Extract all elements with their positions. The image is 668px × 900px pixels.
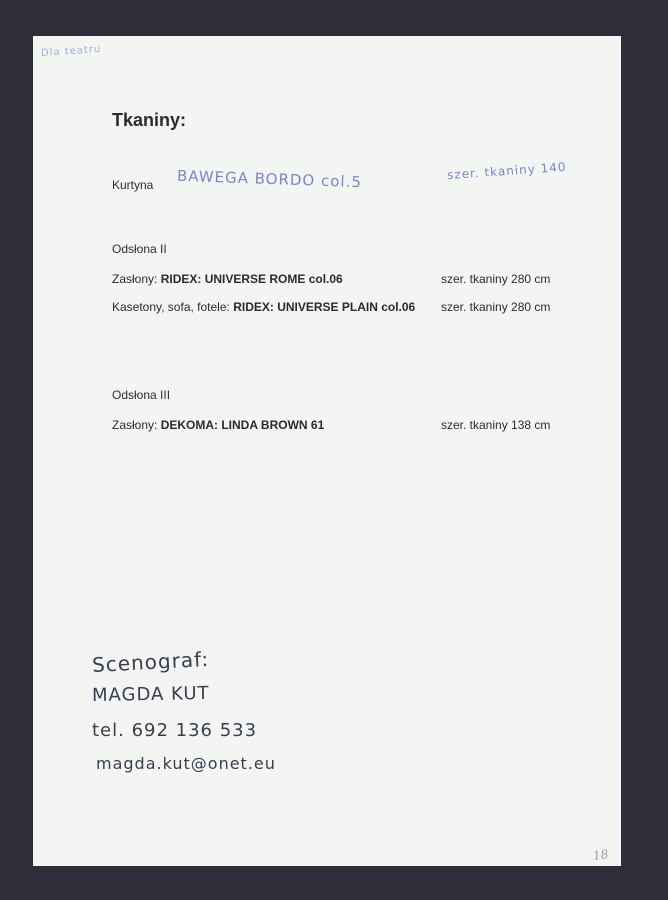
signature-name: MAGDA KUT [91, 682, 210, 707]
odslona-3-row-1-width: szer. tkaniny 138 cm [441, 418, 551, 432]
odslona-2-row-1 [112, 272, 343, 286]
odslona-2-row-2 [112, 300, 415, 314]
odslona-2-row-2-width: szer. tkaniny 280 cm [441, 300, 551, 314]
signature-role: Scenograf: [91, 646, 210, 678]
row-label: Zasłony: [112, 272, 161, 286]
row-label: Kasetony, sofa, fotele: [112, 300, 234, 314]
row-fabric: RIDEX: UNIVERSE PLAIN col.06 [233, 300, 416, 314]
odslona-3-heading: Odsłona III [112, 388, 171, 402]
row-fabric: RIDEX: UNIVERSE ROME col.06 [160, 272, 343, 286]
row-label: Zasłony: [112, 418, 161, 432]
page-title: Tkaniny: [112, 110, 187, 130]
odslona-2-heading: Odsłona II [112, 242, 167, 256]
document-page [33, 36, 621, 866]
signature-phone: tel. 692 136 533 [92, 720, 258, 741]
kurtyna-fabric-handwritten: BAWEGA BORDO col.5 [176, 166, 363, 192]
kurtyna-label: Kurtyna [112, 178, 154, 192]
page-number: 18 [592, 847, 610, 863]
odslona-3-row-1 [112, 418, 324, 432]
odslona-2-row-1-width: szer. tkaniny 280 cm [441, 272, 551, 286]
signature-email: magda.kut@onet.eu [96, 754, 276, 773]
row-fabric: DEKOMA: LINDA BROWN 61 [160, 418, 325, 432]
kurtyna-width-handwritten: szer. tkaniny 140 [446, 159, 567, 183]
margin-note: Dla teatru [40, 43, 102, 60]
